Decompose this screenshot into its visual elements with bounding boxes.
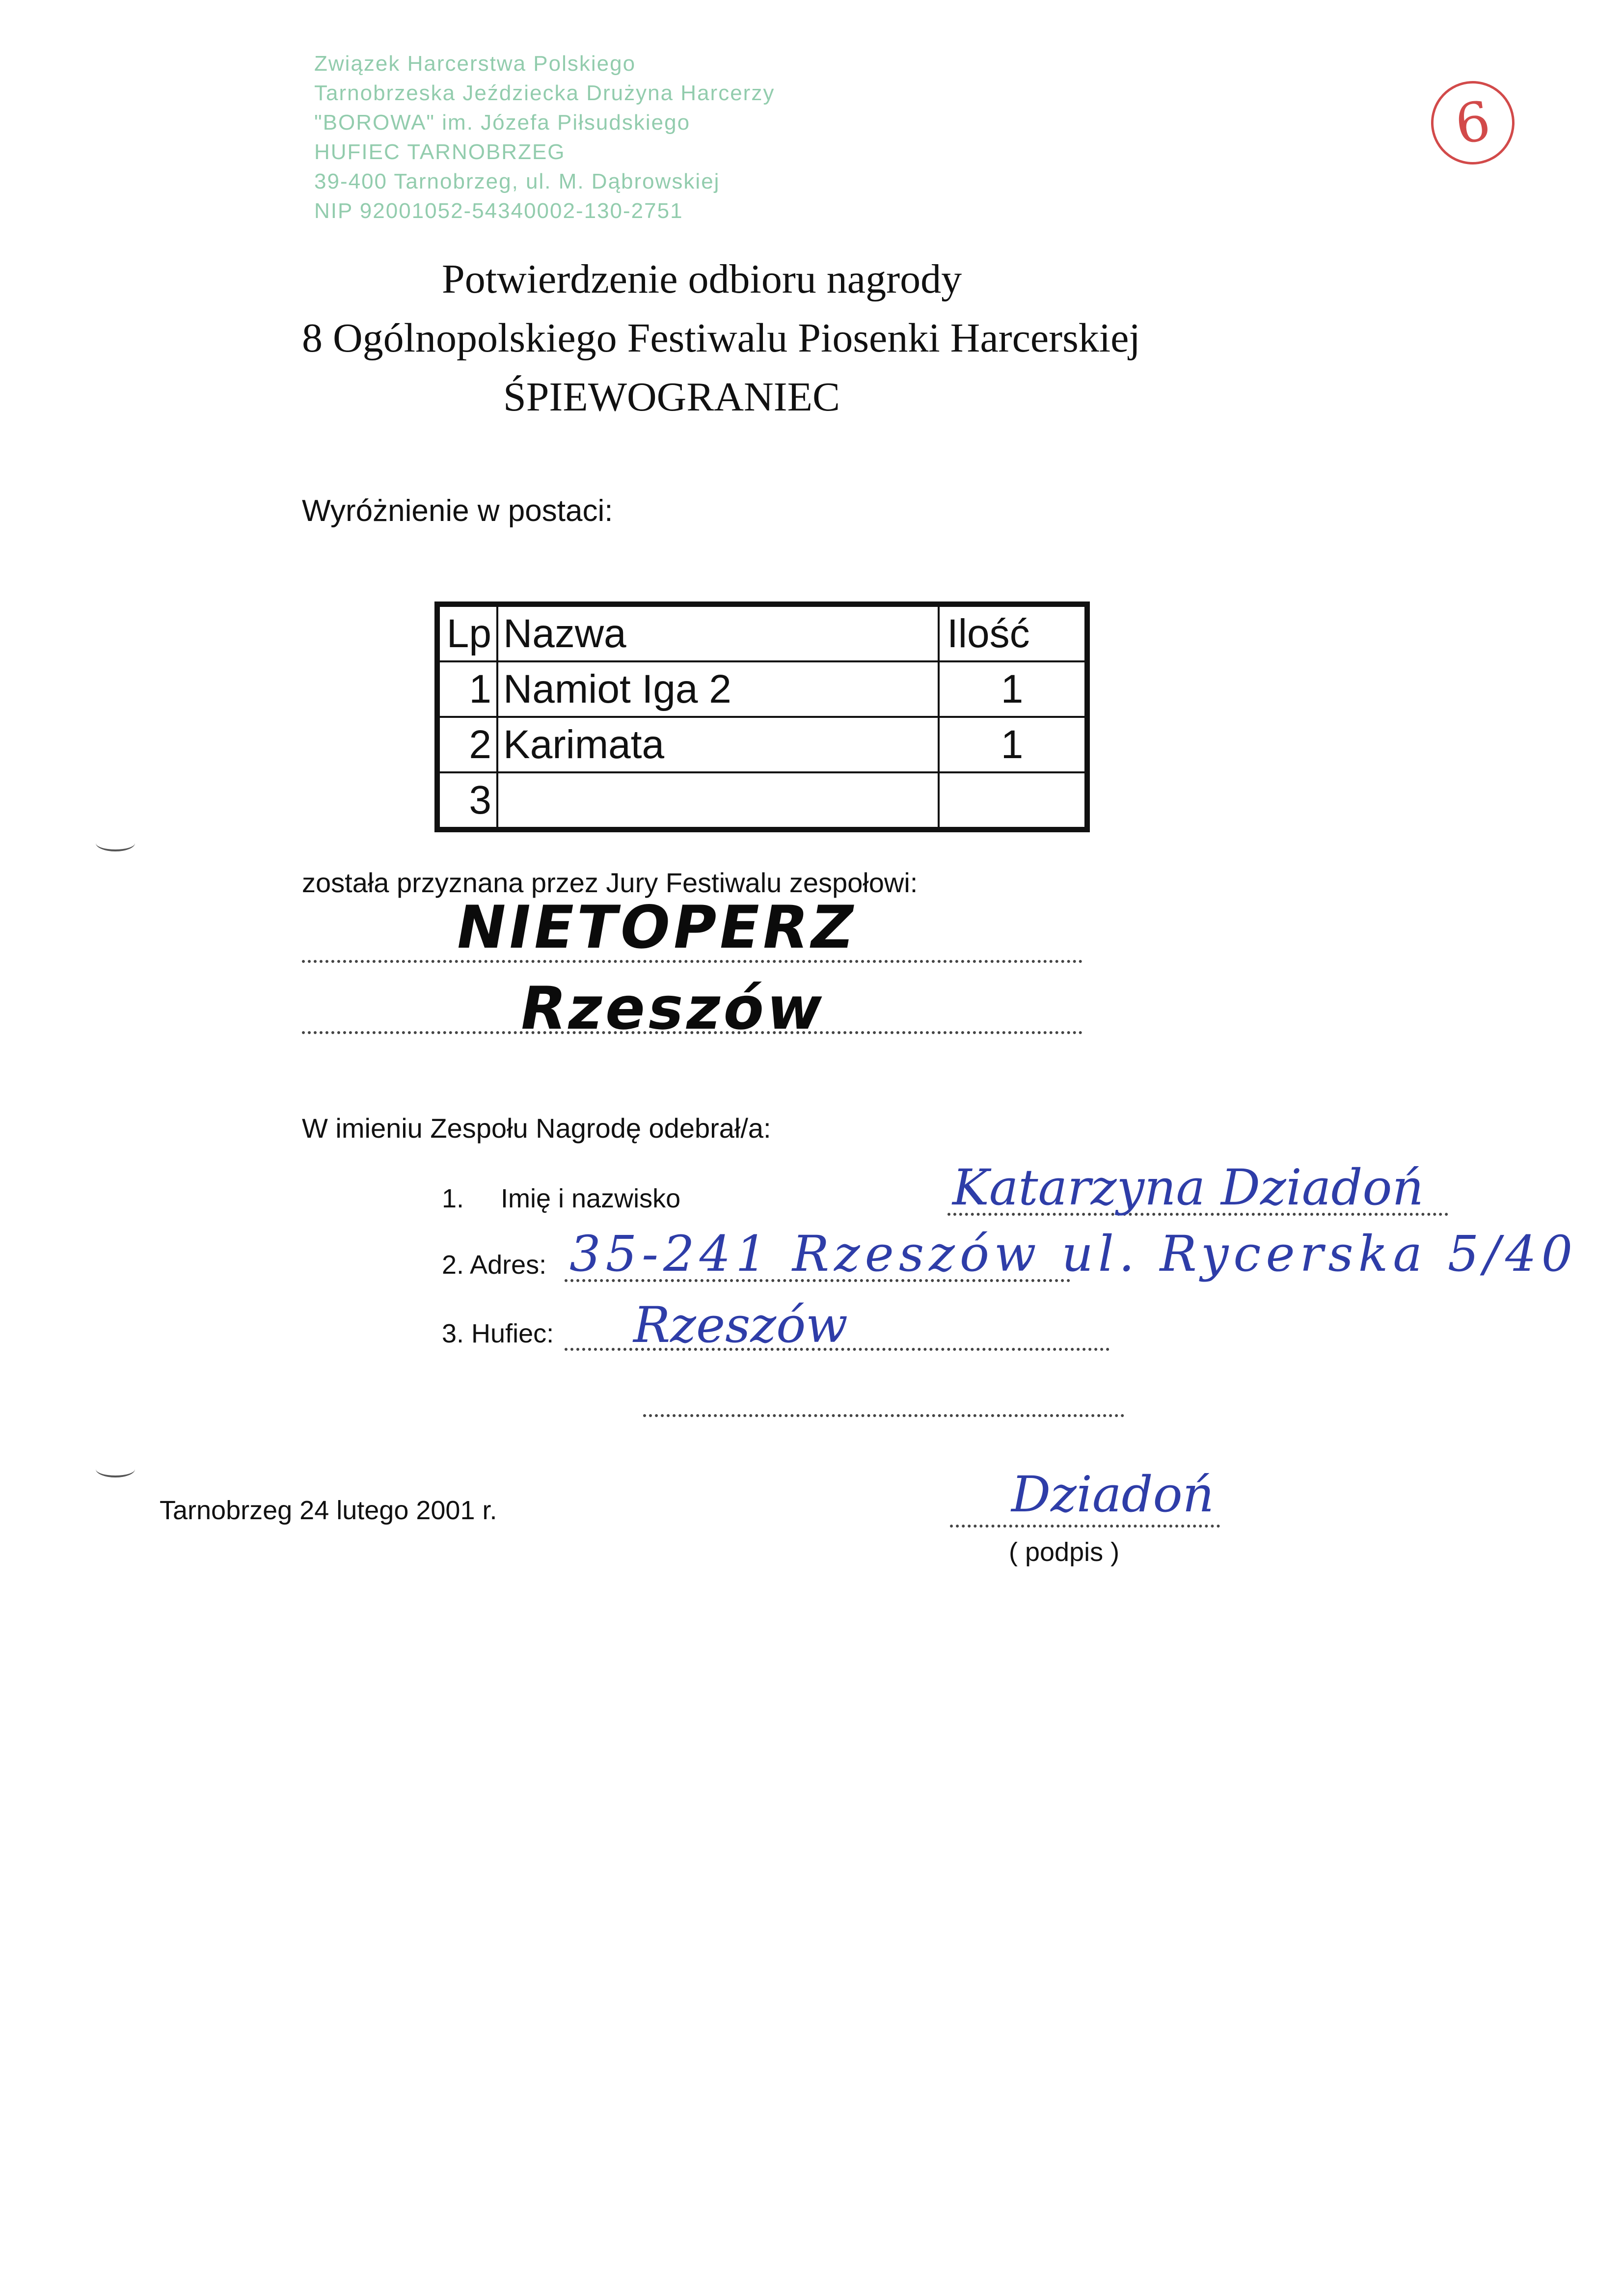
punch-hole-mark: [96, 1461, 135, 1477]
table-row: [439, 661, 1085, 717]
header-name: Nazwa: [497, 606, 939, 661]
stamp-line: Tarnobrzeska Jeździecka Drużyna Harcerzy: [314, 81, 775, 105]
awarded-to-label: została przyznana przez Jury Festiwalu zespołowi:: [302, 867, 918, 898]
handwritten-unit: Rzeszów: [633, 1296, 848, 1354]
name-field-label: Imię i nazwisko: [501, 1184, 681, 1213]
row-qty: 1: [939, 717, 1085, 772]
extra-dotted-line: [643, 1414, 1124, 1417]
received-by-label: W imieniu Zespołu Nagrodę odebrał/a:: [302, 1113, 771, 1144]
stamp-line: "BOROWA" im. Józefa Piłsudskiego: [314, 110, 691, 135]
row-name: Namiot Iga 2: [497, 661, 939, 717]
header-qty: Ilość: [939, 606, 1085, 661]
header-lp: Lp: [439, 606, 497, 661]
punch-hole-mark: [96, 835, 135, 851]
festival-title: ŚPIEWOGRANIEC: [503, 374, 840, 420]
table-row: [439, 772, 1085, 828]
address-field-label: 2. Adres:: [442, 1250, 547, 1280]
row-qty: [939, 772, 1085, 828]
stamp-line: HUFIEC TARNOBRZEG: [314, 140, 566, 164]
handwritten-team-city: Rzeszów: [514, 975, 831, 1043]
festival-name: 8 Ogólnopolskiego Festiwalu Piosenki Harcerskiej: [302, 315, 1140, 361]
unit-field-label: 3. Hufiec:: [442, 1319, 554, 1348]
handwritten-team-name: NIETOPERZ: [450, 894, 863, 962]
place-and-date: Tarnobrzeg 24 lutego 2001 r.: [160, 1496, 497, 1525]
table-header-row: [439, 606, 1085, 661]
row-name: [497, 772, 939, 828]
document-title: Potwierdzenie odbioru nagrody: [442, 256, 962, 302]
signature-label: ( podpis ): [1009, 1537, 1120, 1567]
handwritten-address: 35-241 Rzeszów ul. Rycerska 5/40: [569, 1225, 1578, 1283]
stamp-line: 39-400 Tarnobrzeg, ul. M. Dąbrowskiej: [314, 169, 720, 193]
name-field-number: 1.: [442, 1184, 464, 1213]
table-row: [439, 717, 1085, 772]
distinction-label: Wyróżnienie w postaci:: [302, 494, 613, 528]
stamp-line: Związek Harcerstwa Polskiego: [314, 52, 636, 76]
stamp-line: NIP 92001052-54340002-130-2751: [314, 199, 683, 223]
row-lp: 1: [439, 661, 497, 717]
signature-line: [950, 1525, 1220, 1528]
handwritten-recipient-name: Katarzyna Dziadoń: [952, 1159, 1424, 1216]
row-name: Karimata: [497, 717, 939, 772]
circled-page-number: 6: [1426, 76, 1520, 170]
row-lp: 2: [439, 717, 497, 772]
awards-table: [434, 601, 1090, 832]
organization-stamp: [314, 49, 775, 236]
row-qty: 1: [939, 661, 1085, 717]
row-lp: 3: [439, 772, 497, 828]
handwritten-signature: Dziadoń: [1011, 1466, 1215, 1523]
